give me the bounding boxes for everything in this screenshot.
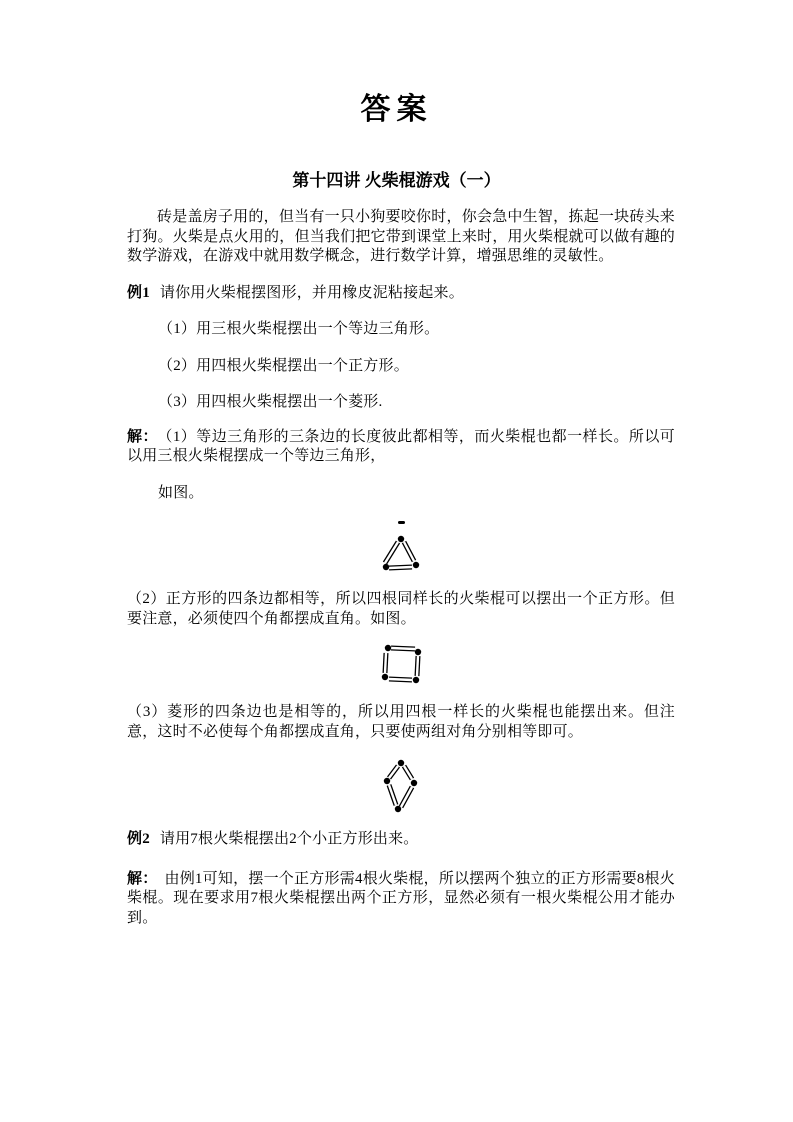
matchstick-triangle-icon: [378, 532, 424, 576]
example1-item-1: （1）用三根火柴棍摆出一个等边三角形。: [158, 321, 440, 337]
intro-paragraph: 砖是盖房子用的，但当有一只小狗要咬你时，你会急中生智，拣起一块砖头来打狗。火柴是点火用的，但当我们把它带到课堂上来时，用火柴棍就可以做有趣的数学游戏，在游戏中就用数学概念，进行数学计算，增强思维的灵敏性。: [127, 209, 675, 264]
example1-item-2: （2）用四根火柴棍摆出一个正方形。: [158, 357, 409, 374]
example2-solution-text: 由例1可知，摆一个正方形需4根火柴棍，所以摆两个独立的正方形需要8根火柴棍。现在要求用7根火柴棍摆出两个正方形，显然必须有一根火柴棍公用才能办到。: [127, 870, 675, 926]
small-dot-mark: [127, 518, 675, 524]
example2-label: 例2: [127, 831, 150, 847]
example1-question: [127, 284, 675, 304]
solution-label: 解：: [127, 428, 158, 445]
solution-figure-note: 如图。: [158, 484, 204, 501]
section-heading: 第十四讲 火柴棍游戏（一）: [292, 171, 501, 190]
matchstick-square-icon: [377, 642, 425, 686]
example1-question-text: 请你用火柴棍摆图形，并用橡皮泥粘接起来。: [159, 284, 464, 301]
example2-solution-label: 解：: [127, 870, 158, 887]
square-figure: [127, 642, 675, 686]
example2-question-text: 请用7根火柴棍摆出2个小正方形出来。: [159, 831, 419, 847]
solution-1-text: （1）等边三角形的三条边的长度彼此都相等，而火柴棍也都一样长。所以可以用三根火柴棍摆成一个等边三角形，: [127, 428, 675, 464]
matchstick-rhombus-icon: [381, 757, 421, 815]
example1-solution-3: （3）菱形的四条边也是相等的，所以用四根一样长的火柴棍也能摆出来。但注意，这时不必使每个角都摆成直角，只要使两组对角分别相等即可。: [127, 704, 675, 740]
example1-solution-1: [127, 428, 675, 467]
example1-solution-2: （2）正方形的四条边都相等，所以四根同样长的火柴棍可以摆出一个正方形。但要注意，必须使四个角都摆成直角。如图。: [127, 591, 675, 627]
page-title: 答案: [360, 93, 433, 126]
example1-label: 例1: [127, 284, 150, 301]
triangle-figure: [127, 532, 675, 576]
example2-question: [127, 830, 675, 850]
document-body: [127, 208, 675, 928]
rhombus-figure: [127, 757, 675, 815]
example1-item-3: （3）用四根火柴棍摆出一个菱形.: [158, 394, 383, 410]
example2-solution: [127, 870, 675, 929]
